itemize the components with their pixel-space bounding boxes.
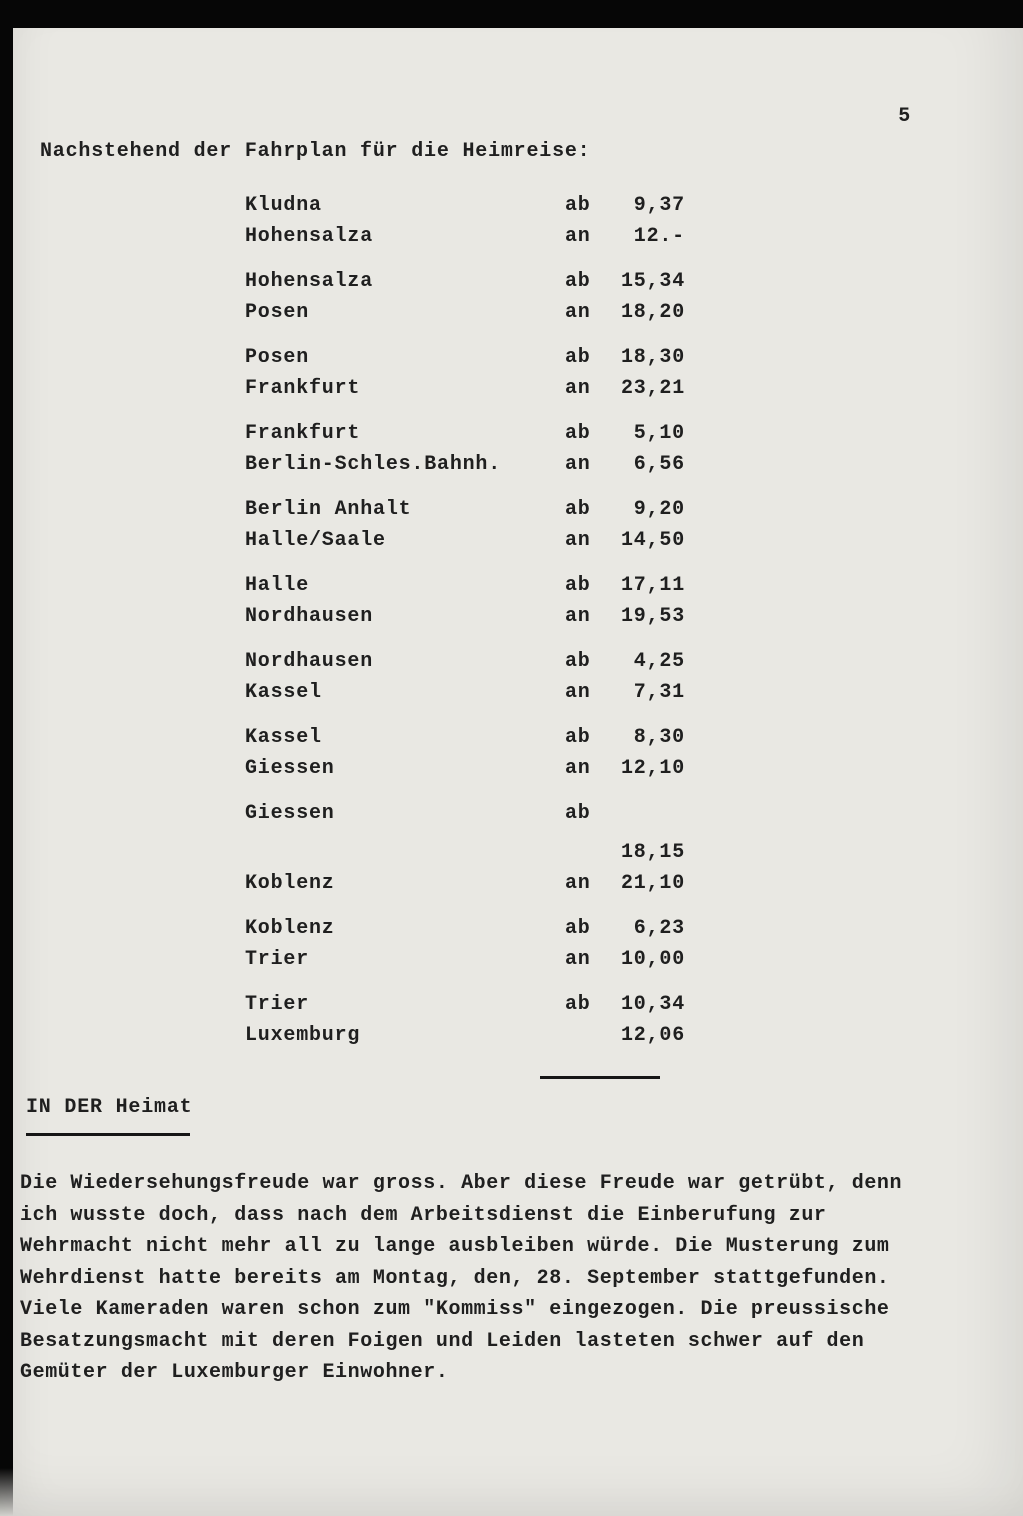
paragraph-line: Wehrdienst hatte bereits am Montag, den, 28. September stattgefunden. — [20, 1266, 890, 1290]
timetable-dir: ab — [565, 346, 591, 369]
timetable-dir: ab — [565, 194, 591, 217]
timetable — [245, 190, 685, 1065]
timetable-dir: an — [565, 453, 591, 476]
timetable-row — [245, 373, 685, 404]
timetable-row — [245, 418, 685, 449]
timetable-station: Giessen — [245, 802, 335, 825]
timetable-time: 7,31 — [633, 681, 685, 704]
timetable-station: Hohensalza — [245, 270, 374, 293]
timetable-dir: an — [565, 681, 591, 704]
timetable-dir: an — [565, 225, 591, 248]
timetable-dir: an — [565, 301, 591, 324]
timetable-dir: an — [565, 605, 591, 628]
timetable-row — [245, 601, 685, 632]
timetable-station: Nordhausen — [245, 605, 374, 628]
timetable-group — [245, 913, 685, 975]
timetable-time: 23,21 — [620, 377, 685, 400]
paragraph-line: Viele Kameraden waren schon zum "Kommiss" eingezogen. Die preussische — [20, 1298, 890, 1321]
timetable-station: Trier — [245, 948, 310, 971]
timetable-row — [245, 722, 685, 753]
paragraph-line: Die Wiedersehungsfreude war gross. Aber diese Freude war getrübt, denn — [20, 1172, 903, 1195]
paragraph-line: Wehrmacht nicht mehr all zu lange ausbleiben würde. Die Musterung zum — [20, 1235, 890, 1258]
timetable-group — [245, 722, 685, 784]
timetable-dir: an — [565, 529, 591, 552]
timetable-time: 12,06 — [620, 1024, 685, 1047]
timetable-station: Halle/Saale — [245, 529, 386, 552]
timetable-row — [245, 677, 685, 708]
timetable-time: 5,10 — [633, 422, 685, 445]
timetable-row — [245, 798, 685, 829]
timetable-time: 21,10 — [620, 872, 685, 895]
timetable-time: 19,53 — [620, 605, 685, 628]
timetable-time: 12,10 — [620, 757, 685, 780]
timetable-row — [245, 989, 685, 1020]
timetable-station: Posen — [245, 301, 310, 324]
section-title: IN DER Heimat — [26, 1096, 193, 1119]
timetable-time: 10,00 — [620, 948, 685, 971]
timetable-group — [245, 494, 685, 556]
timetable-row — [245, 837, 685, 868]
timetable-dir: an — [565, 757, 591, 780]
timetable-dir: ab — [565, 422, 591, 445]
timetable-time: 18,30 — [620, 346, 685, 369]
timetable-group — [245, 989, 685, 1051]
timetable-dir: an — [565, 377, 591, 400]
timetable-dir: ab — [565, 917, 591, 940]
closing-rule — [540, 1076, 660, 1079]
timetable-station: Nordhausen — [245, 650, 374, 673]
body-paragraph — [20, 1168, 902, 1389]
timetable-row — [245, 868, 685, 899]
timetable-station: Berlin-Schles.Bahnh. — [245, 453, 502, 476]
timetable-dir: ab — [565, 650, 591, 673]
timetable-station: Kassel — [245, 726, 322, 749]
timetable-time: 14,50 — [620, 529, 685, 552]
timetable-station: Giessen — [245, 757, 335, 780]
timetable-group — [245, 418, 685, 480]
timetable-dir — [565, 837, 615, 868]
timetable-row — [245, 753, 685, 784]
timetable-row — [245, 342, 685, 373]
timetable-time: 9,37 — [633, 194, 685, 217]
timetable-dir: ab — [565, 993, 591, 1016]
timetable-group — [245, 570, 685, 632]
timetable-row — [245, 494, 685, 525]
timetable-row — [245, 570, 685, 601]
timetable-time: 18,20 — [620, 301, 685, 324]
timetable-time: 18,15 — [620, 841, 685, 864]
timetable-row — [245, 944, 685, 975]
timetable-time: 12.- — [633, 225, 685, 248]
section-title-underline — [26, 1133, 190, 1136]
timetable-station: Hohensalza — [245, 225, 374, 248]
scan-edge-left — [0, 0, 13, 1468]
timetable-row — [245, 1020, 685, 1051]
timetable-row — [245, 221, 685, 252]
timetable-row — [245, 297, 685, 328]
timetable-station: Kassel — [245, 681, 322, 704]
page-number: 5 — [898, 105, 911, 128]
timetable-row — [245, 190, 685, 221]
timetable-dir: ab — [565, 574, 591, 597]
timetable-time — [615, 798, 685, 829]
timetable-time: 10,34 — [620, 993, 685, 1016]
timetable-time: 4,25 — [633, 650, 685, 673]
timetable-time: 8,30 — [633, 726, 685, 749]
timetable-dir: ab — [565, 498, 591, 521]
timetable-group — [245, 646, 685, 708]
timetable-dir: an — [565, 872, 591, 895]
timetable-row — [245, 646, 685, 677]
timetable-row — [245, 913, 685, 944]
timetable-station: Posen — [245, 346, 310, 369]
timetable-station: Frankfurt — [245, 422, 361, 445]
timetable-dir — [565, 1020, 615, 1051]
timetable-station: Halle — [245, 574, 310, 597]
timetable-station: Koblenz — [245, 917, 335, 940]
timetable-time: 6,56 — [633, 453, 685, 476]
timetable-time: 6,23 — [633, 917, 685, 940]
timetable-dir: ab — [565, 802, 591, 825]
paragraph-line: Besatzungsmacht mit deren Foigen und Leiden lasteten schwer auf den — [20, 1329, 865, 1353]
timetable-group — [245, 266, 685, 328]
intro-line: Nachstehend der Fahrplan für die Heimreise: — [40, 140, 591, 163]
paragraph-line: Gemüter der Luxemburger Einwohner. — [20, 1361, 449, 1384]
timetable-group — [245, 342, 685, 404]
timetable-row — [245, 525, 685, 556]
timetable-station: Berlin Anhalt — [245, 498, 412, 521]
timetable-dir: ab — [565, 270, 591, 293]
timetable-time: 17,11 — [620, 574, 685, 597]
timetable-station — [245, 837, 565, 868]
timetable-station: Trier — [245, 993, 310, 1016]
timetable-time: 15,34 — [620, 270, 685, 293]
paragraph-line: ich wusste doch, dass nach dem Arbeitsdienst die Einberufung zur — [20, 1203, 827, 1227]
timetable-group — [245, 190, 685, 252]
timetable-dir: an — [565, 948, 591, 971]
timetable-row — [245, 449, 685, 480]
timetable-dir: ab — [565, 726, 591, 749]
timetable-station: Luxemburg — [245, 1024, 361, 1047]
timetable-group — [245, 798, 685, 899]
timetable-time: 9,20 — [633, 498, 685, 521]
timetable-row — [245, 266, 685, 297]
timetable-station: Kludna — [245, 194, 322, 217]
timetable-station: Koblenz — [245, 872, 335, 895]
scan-edge-top — [0, 0, 1023, 28]
timetable-station: Frankfurt — [245, 377, 361, 400]
